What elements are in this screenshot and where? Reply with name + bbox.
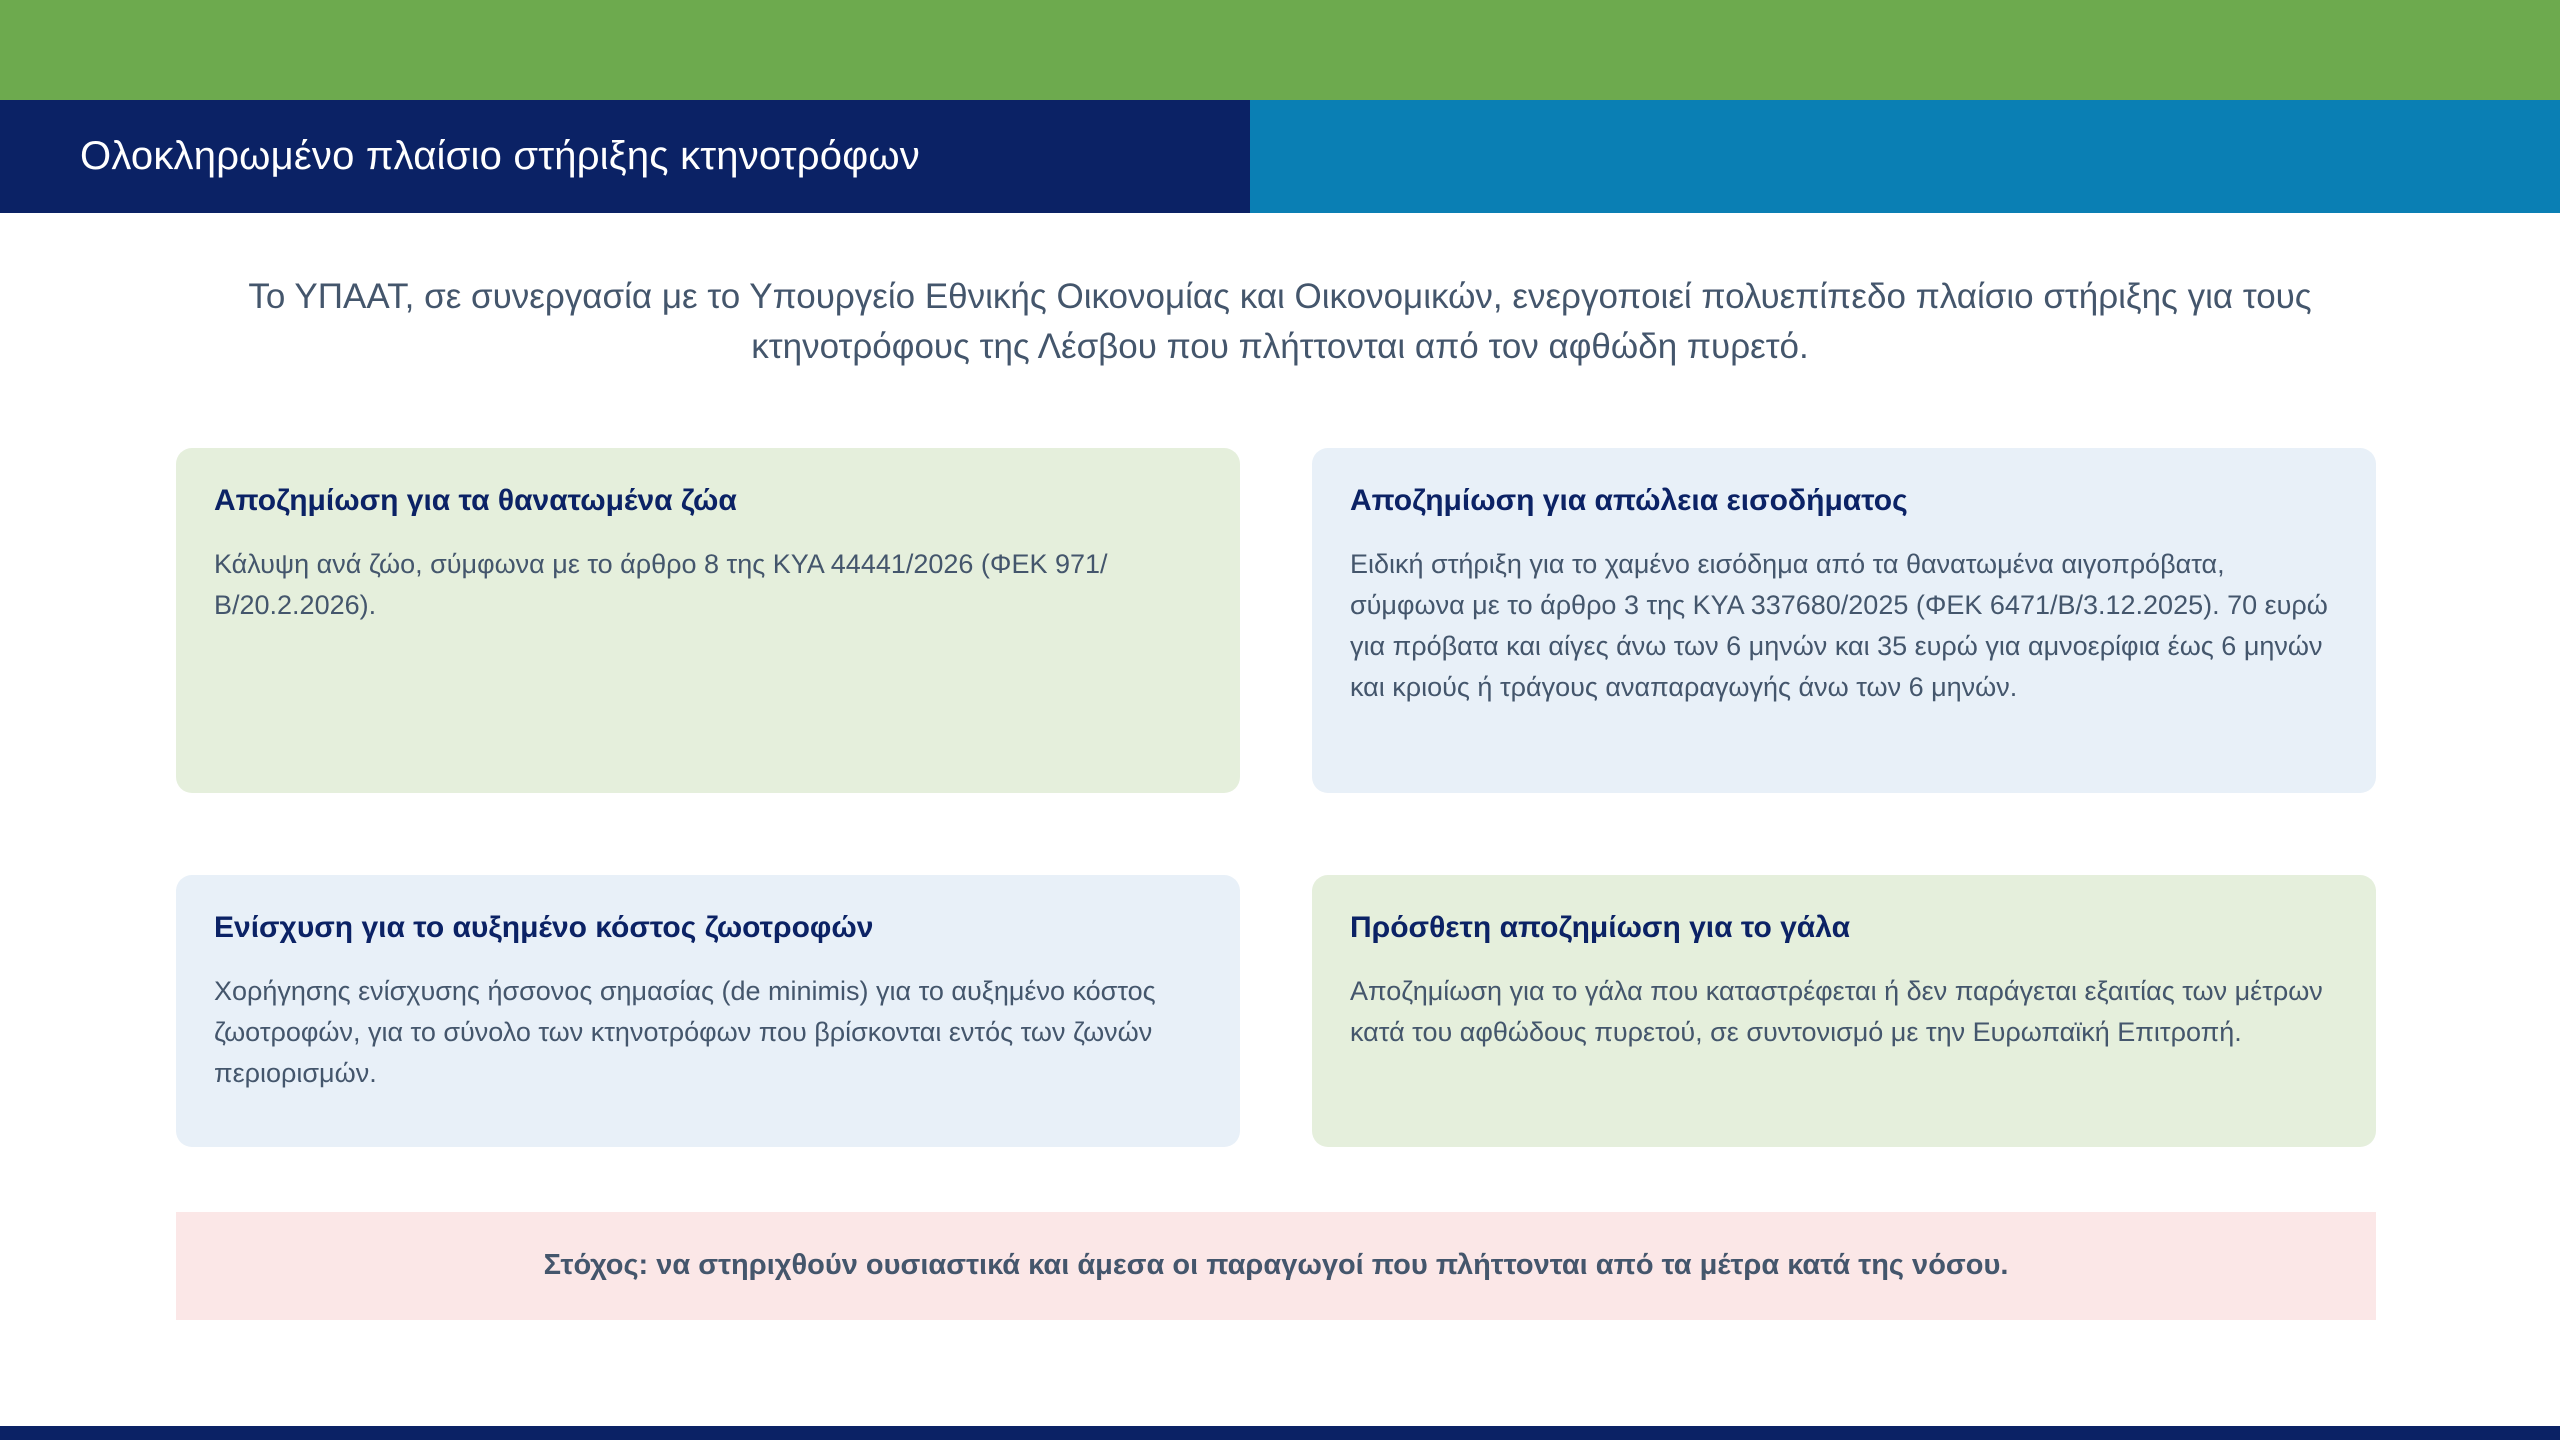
card-body: Ειδική στήριξη για το χαμένο εισόδημα από τα θανατωμένα αιγοπρόβατα, σύμφωνα με το άρθρο 3 της ΚΥΑ 337680/2025 (ΦΕΚ 6471/Β/3.12.2025). 70 ευρώ για πρόβατα και αίγες άνω των 6 μηνών και 35 ευρώ για αμνοερίφια έως 6 μηνών και κριούς ή τράγους αναπαραγωγής άνω των 6 μηνών. (1350, 548, 2328, 702)
header-navy-block (0, 100, 1250, 213)
bottom-navy-bar (0, 1426, 2560, 1440)
card-milk-extra-compensation (1312, 875, 2376, 1147)
cards-row-top (176, 448, 2376, 793)
card-body: Χορήγησης ενίσχυσης ήσσονος σημασίας (de minimis) για το αυξημένο κόστος ζωοτροφών, για το σύνολο των κτηνοτρόφων που βρίσκονται εντός των ζωνών περιορισμών. (214, 975, 1156, 1088)
cards-grid (176, 448, 2376, 1147)
card-feed-cost-support (176, 875, 1240, 1147)
card-title: Πρόσθετη αποζημίωση για το γάλα (1350, 911, 1851, 944)
card-title: Αποζημίωση για απώλεια εισοδήματος (1350, 484, 1908, 517)
card-body: Αποζημίωση για το γάλα που καταστρέφεται ή δεν παράγεται εξαιτίας των μέτρων κατά του αφθώδους πυρετού, σε συντονισμό με την Ευρωπαϊκή Επιτροπή. (1350, 975, 2323, 1047)
card-body: Κάλυψη ανά ζώο, σύμφωνα με το άρθρο 8 της ΚΥΑ 44441/2026 (ΦΕΚ 971/Β/20.2.2026). (214, 548, 1108, 620)
card-compensation-culled-animals (176, 448, 1240, 793)
cards-row-bottom (176, 875, 2376, 1147)
page-title: Ολοκληρωμένο πλαίσιο στήριξης κτηνοτρόφων (80, 134, 920, 178)
goal-banner-text: Στόχος: να στηριχθούν ουσιαστικά και άμεσα οι παραγωγοί που πλήττονται από τα μέτρα κατά της νόσου. (543, 1249, 2009, 1282)
intro-paragraph: Το ΥΠΑΑΤ, σε συνεργασία με το Υπουργείο Εθνικής Οικονομίας και Οικονομικών, ενεργοποιεί πολυεπίπεδο πλαίσιο στήριξης για τους κτηνοτρόφους της Λέσβου που πλήττονται από τον αφθώδη πυρετό. (248, 277, 2312, 366)
header-teal-block (1250, 100, 2560, 213)
header-strip (0, 100, 2560, 213)
card-title: Αποζημίωση για τα θανατωμένα ζώα (214, 484, 737, 517)
card-compensation-income-loss (1312, 448, 2376, 793)
card-title: Ενίσχυση για το αυξημένο κόστος ζωοτροφών (214, 911, 874, 944)
goal-banner (176, 1212, 2376, 1320)
top-green-band (0, 0, 2560, 100)
